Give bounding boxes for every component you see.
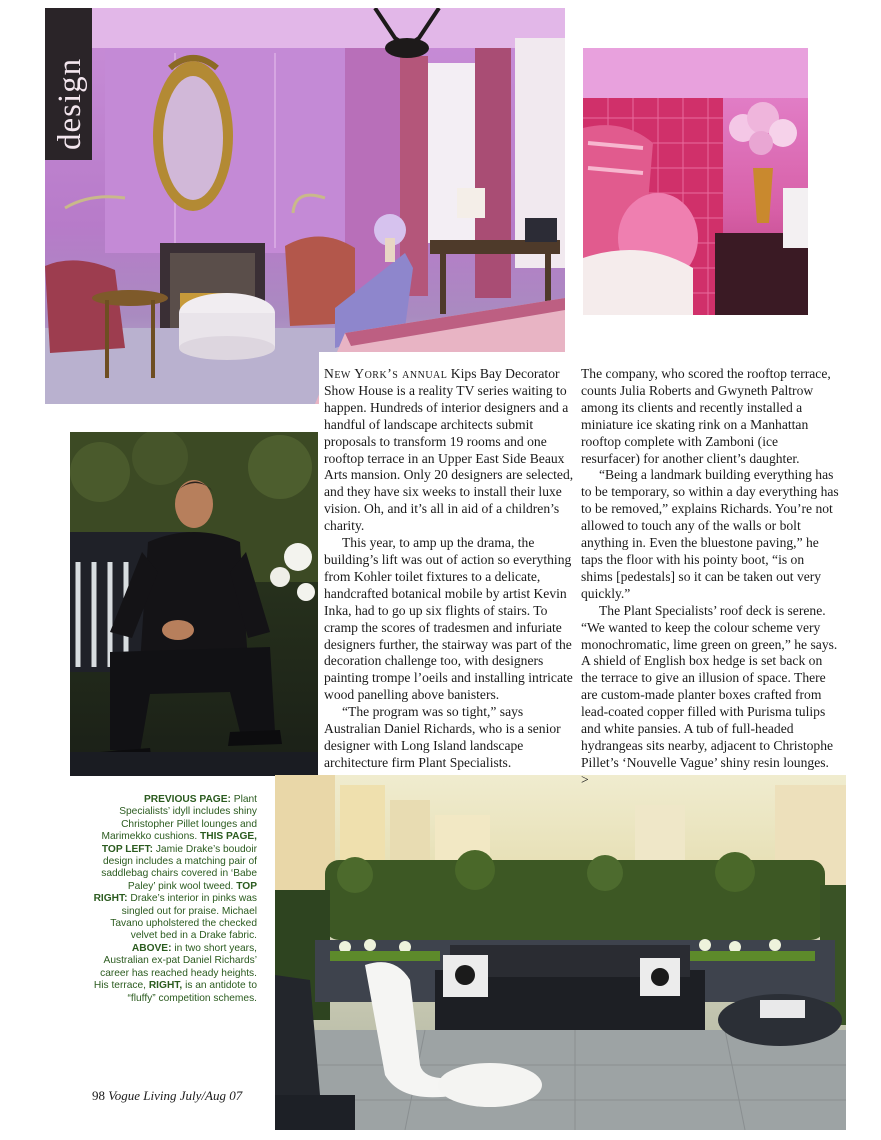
- caption-text: Jamie Drake’s boudoir design includes a matching pair of saddlebag chairs covered in ‘Babe Paley’ pink wool tweed.: [101, 843, 257, 892]
- caption-text: Drake’s interior in pinks was singled out for praise. Michael Tavano upholstered the checked velvet bed in a Drake fabric.: [110, 893, 257, 942]
- body-paragraph: The Plant Specialists’ roof deck is serene. “We wanted to keep the colour scheme very monochromatic, lime green on green,” he says. A shield of English box hedge is set back on the terrace to give an illusion of space. There are custom-made planter boxes crafted from lead-coated copper filled with Purisma tulips and white pansies. A tub of full-headed hydrangeas sits nearby, adjacent to Christophe Pillet’s ‘Nouvelle Vague’ shiny resin lounges. >: [581, 602, 838, 787]
- caption-label: PREVIOUS PAGE:: [143, 794, 231, 805]
- section-label: design: [52, 57, 88, 150]
- caption-text: in two short years, Australian ex-pat Daniel Richards’ career has reached heady heights. His terrace,: [93, 942, 257, 992]
- caption-text: is an antidote to “fluffy” competition schemes.: [127, 980, 257, 1004]
- body-column-1: [324, 366, 576, 772]
- lead-in: New York’s annual: [324, 366, 448, 381]
- body-paragraph: New York’s annual Kips Bay Decorator Show House is a reality TV series waiting to happen. Hundreds of interior designers and a handful of landscape architects submit proposals to transform 19 rooms and one rooftop terrace in an Upper East Side Beaux Arts mansion. Only 20 designers are selected, and they have six weeks to install their luxe vision. Oh, and it’s all in aid of a children’s charity.: [324, 366, 574, 534]
- caption-label: RIGHT,: [148, 980, 183, 992]
- boudoir-photo: [45, 8, 565, 404]
- portrait-photo: [70, 432, 318, 776]
- terrace-photo: [275, 775, 846, 1130]
- caption-text: Plant Specialists’ idyll includes shiny Christopher Pillet lounges and Marimekko cushions.: [101, 794, 257, 843]
- body-column-2: [581, 366, 839, 789]
- pink-bed-photo: [583, 48, 808, 315]
- page-footer: [92, 1088, 242, 1104]
- publication-name: Vogue Living July/Aug 07: [108, 1088, 243, 1103]
- body-paragraph: “Being a landmark building everything has to be temporary, so within a day everything has to be removed,” explains Richards. You’re not allowed to touch any of the walls or bolt anything in. Even the bluestone paving,” he taps the floor with his pointy boot, “is on shims [pedestals] so it can be taken out very quickly.”: [581, 467, 839, 601]
- caption-label: TOP RIGHT:: [93, 880, 257, 905]
- photo-caption: [92, 794, 257, 1005]
- body-paragraph: “The program was so tight,” says Australian Daniel Richards, who is a senior designer with Long Island landscape architecture firm Plant Specialists.: [324, 704, 561, 770]
- page-number: 98: [92, 1088, 105, 1103]
- caption-label: ABOVE:: [131, 942, 172, 954]
- caption-label: THIS PAGE, TOP LEFT:: [101, 831, 257, 855]
- body-paragraph: This year, to amp up the drama, the building’s lift was out of action so everything from Kohler toilet fixtures to a delicate, handcrafted botanical mobile by artist Kevin Inka, had to go up six flights of stairs. To cramp the scores of tradesmen and infuriate designers further, the stairway was part of the decoration challenge too, with designers painting trompe l’oeils and installing intricate wood panelling above banisters.: [324, 535, 573, 703]
- body-paragraph: The company, who scored the rooftop terrace, counts Julia Roberts and Gwyneth Paltrow among its clients and recently installed a miniature ice skating rink on a Manhattan rooftop complete with Zamboni (ice resurfacer) for another client’s daughter.: [581, 366, 831, 466]
